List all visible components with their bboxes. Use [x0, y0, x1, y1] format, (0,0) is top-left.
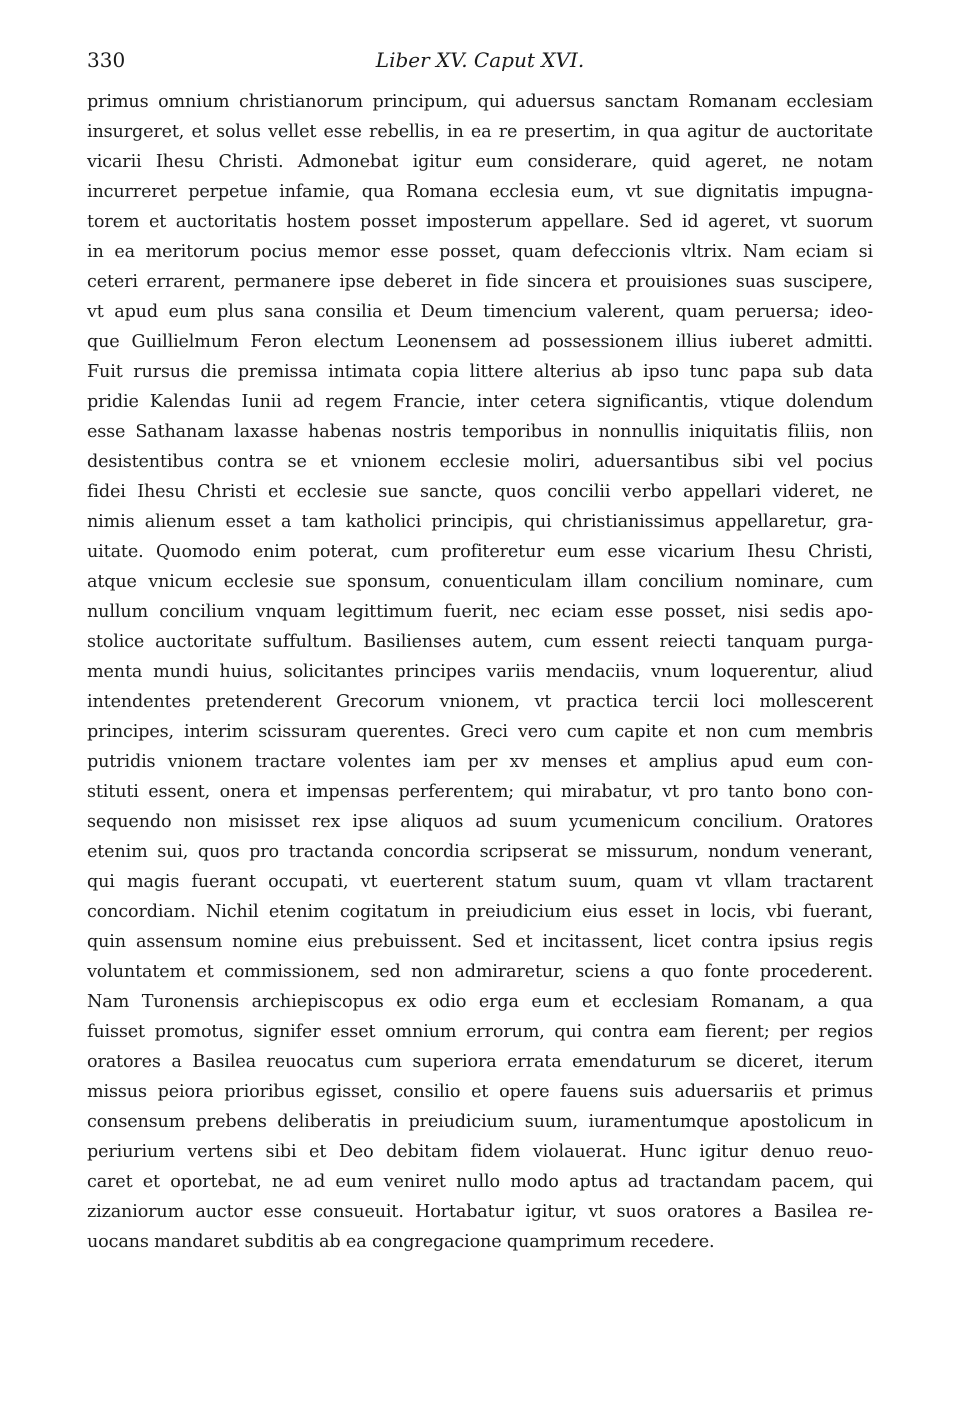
text-line: insurgeret, et solus vellet esse rebellis, in ea re presertim, in qua agitur de auctoritate: [87, 122, 873, 142]
text-line: uocans mandaret subditis ab ea congregacione quamprimum recedere.: [87, 1232, 715, 1252]
text-line: consensum prebens deliberatis in preiudicium suum, iuramentumque apostolicum in: [87, 1112, 873, 1132]
text-line: oratores a Basilea reuocatus cum superiora errata emendaturum se diceret, iterum: [87, 1052, 873, 1072]
book-page: [87, 45, 873, 1257]
text-line: vicarii Ihesu Christi. Admonebat igitur eum considerare, quid ageret, ne notam: [87, 152, 873, 172]
text-line: putridis vnionem tractare volentes iam per xv menses et amplius apud eum con-: [87, 752, 873, 772]
text-line: uitate. Quomodo enim poterat, cum profiteretur eum esse vicarium Ihesu Christi,: [87, 542, 873, 562]
text-line: periurium vertens sibi et Deo debitam fidem violauerat. Hunc igitur denuo reuo-: [87, 1142, 873, 1162]
text-line: fuisset promotus, signifer esset omnium errorum, qui contra eam fierent; per regios: [87, 1022, 873, 1042]
page-number: 330: [87, 48, 126, 72]
text-line: vt apud eum plus sana consilia et Deum timencium valerent, quam peruersa; ideo-: [87, 302, 873, 322]
text-line: nimis alienum esset a tam katholici principis, qui christianissimus appellaretur, gra-: [87, 512, 873, 532]
text-line: quin assensum nomine eius prebuissent. Sed et incitassent, licet contra ipsius regis: [87, 932, 873, 952]
text-line: stituti essent, onera et impensas perferentem; qui mirabatur, vt pro tanto bono con-: [87, 782, 873, 802]
text-line: ceteri errarent, permanere ipse deberet in fide sincera et prouisiones suas suscipere,: [87, 272, 873, 292]
text-line: torem et auctoritatis hostem posset imposterum appellare. Sed id ageret, vt suorum: [87, 212, 873, 232]
text-line: que Guillielmum Feron electum Leonensem ad possessionem illius iuberet admitti.: [87, 332, 873, 352]
text-line: atque vnicum ecclesie sue sponsum, conuenticulam illam concilium nominare, cum: [87, 572, 873, 592]
text-line: incurreret perpetue infamie, qua Romana ecclesia eum, vt sue dignitatis impugna-: [87, 182, 873, 202]
text-line: etenim sui, quos pro tractanda concordia scripserat se missurum, nondum venerant,: [87, 842, 873, 862]
text-line: stolice auctoritate suffultum. Basilienses autem, cum essent reiecti tanquam purga-: [87, 632, 873, 652]
text-line: nullum concilium vnquam legittimum fuerit, nec eciam esse posset, nisi sedis apo-: [87, 602, 873, 622]
text-line: pridie Kalendas Iunii ad regem Francie, inter cetera significantis, vtique dolendum: [87, 392, 873, 412]
text-line: concordiam. Nichil etenim cogitatum in preiudicium eius esset in locis, vbi fuerant,: [87, 902, 873, 922]
text-line: esse Sathanam laxasse habenas nostris temporibus in nonnullis iniquitatis filiis, non: [87, 422, 873, 442]
text-line: Nam Turonensis archiepiscopus ex odio erga eum et ecclesiam Romanam, a qua: [87, 992, 873, 1012]
text-line: zizaniorum auctor esse consueuit. Hortabatur igitur, vt suos oratores a Basilea re-: [87, 1202, 873, 1222]
text-line: fidei Ihesu Christi et ecclesie sue sancte, quos concilii verbo appellari videret, ne: [87, 482, 873, 502]
body-text: [87, 87, 873, 1257]
text-line: Fuit rursus die premissa intimata copia littere alterius ab ipso tunc papa sub data: [87, 362, 873, 382]
running-head: [87, 45, 873, 75]
text-line: in ea meritorum pocius memor esse posset, quam defeccionis vltrix. Nam eciam si: [87, 242, 873, 262]
text-line: desistentibus contra se et vnionem ecclesie moliri, aduersantibus sibi vel pocius: [87, 452, 873, 472]
text-line: intendentes pretenderent Grecorum vnionem, vt practica tercii loci mollescerent: [87, 692, 873, 712]
running-title: Liber XV. Caput XVI.: [375, 48, 585, 72]
text-line: primus omnium christianorum principum, qui aduersus sanctam Romanam ecclesiam: [87, 92, 873, 112]
text-line: sequendo non misisset rex ipse aliquos ad suum ycumenicum concilium. Oratores: [87, 812, 873, 832]
text-line: qui magis fuerant occupati, vt euerterent statum suum, quam vt vllam tractarent: [87, 872, 873, 892]
text-line: voluntatem et commissionem, sed non admiraretur, sciens a quo fonte procederent.: [87, 962, 873, 982]
text-line: menta mundi huius, solicitantes principes variis mendaciis, vnum loquerentur, aliud: [87, 662, 873, 682]
text-line: missus peiora prioribus egisset, consilio et opere fauens suis aduersariis et primus: [87, 1082, 873, 1102]
text-line: caret et oportebat, ne ad eum veniret nullo modo aptus ad tractandam pacem, qui: [87, 1172, 873, 1192]
text-line: principes, interim scissuram querentes. Greci vero cum capite et non cum membris: [87, 722, 873, 742]
